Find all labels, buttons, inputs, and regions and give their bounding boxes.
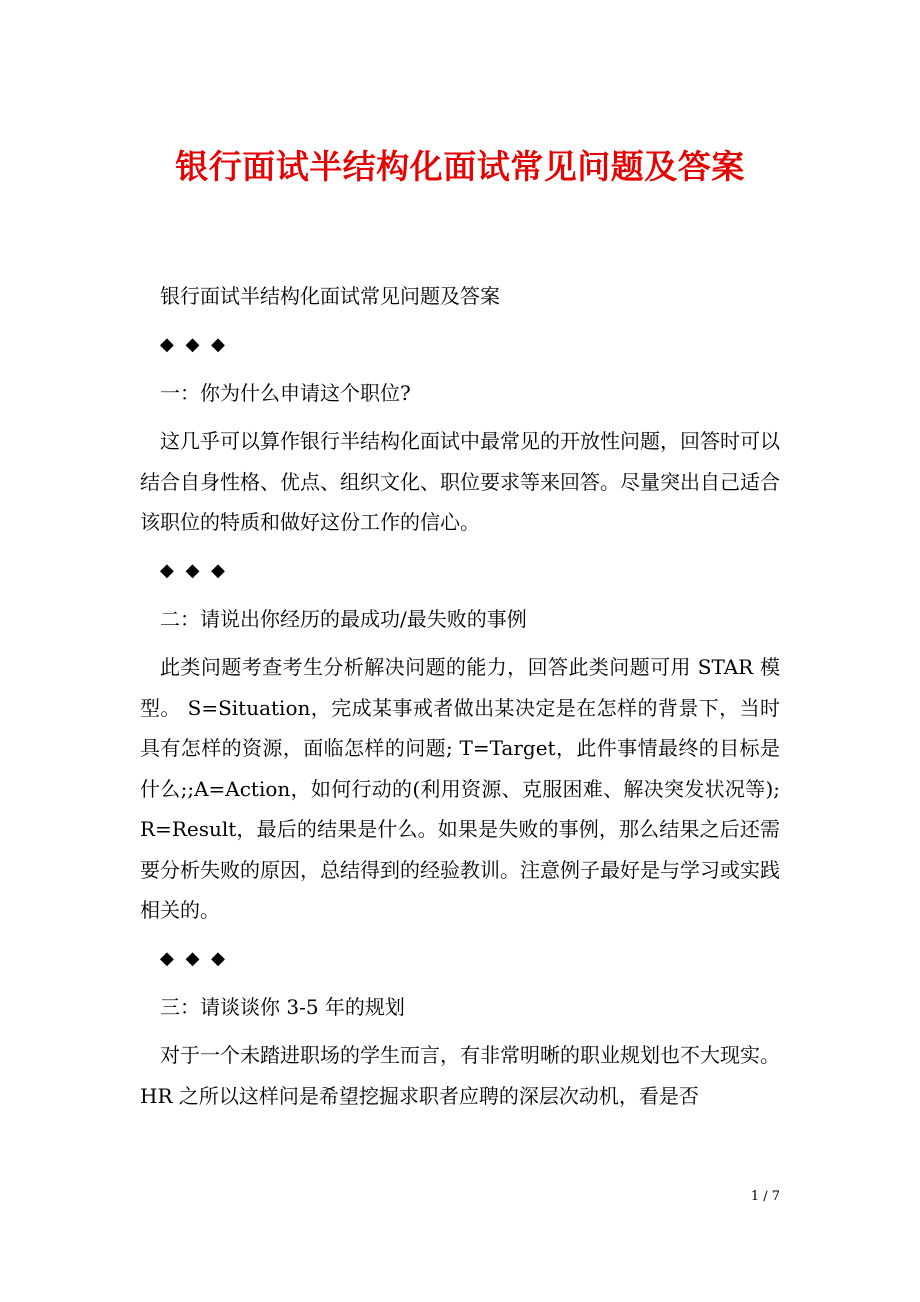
section-paragraph-3: 对于一个未踏进职场的学生而言，有非常明晰的职业规划也不大现实。HR 之所以这样问是希望挖掘求职者应聘的深层次动机，看是否 xyxy=(140,1043,780,1108)
section-heading-3: 三：请谈谈你 3-5 年的规划 xyxy=(160,994,405,1019)
section-paragraph-1: 这几乎可以算作银行半结构化面试中最常见的开放性问题，回答时可以结合自身性格、优点、组织文化、职位要求等来回答。尽量突出自己适合该职位的特质和做好这份工作的信心。 xyxy=(140,429,780,534)
section-heading-1: 一：你为什么申请这个职位? xyxy=(160,380,411,405)
separator-diamonds: ◆ ◆ ◆ xyxy=(160,559,228,581)
document-body xyxy=(140,276,780,1124)
separator-diamonds: ◆ ◆ ◆ xyxy=(160,333,228,355)
section-paragraph-2: 此类问题考查考生分析解决问题的能力，回答此类问题可用 STAR 模型。 S=Situation，完成某事戒者做出某决定是在怎样的背景下，当时具有怎样的资源，面临怎样的问题; T=Target，此件事情最终的目标是什么;;A=Action，如何行动的(利用资源、克服困难、解决突发状况等); R=Result，最后的结果是什么。如果是失败的事例，那么结果之后还需要分析失败的原因，总结得到的经验教训。注意例子最好是与学习或实践相关的。 xyxy=(140,655,780,922)
intro-paragraph: 银行面试半结构化面试常见问题及答案 xyxy=(160,284,500,308)
separator-diamonds: ◆ ◆ ◆ xyxy=(160,947,228,969)
section-heading-2: 二：请说出你经历的最成功/最失败的事例 xyxy=(160,606,527,631)
document-title: 银行面试半结构化面试常见问题及答案 xyxy=(175,147,745,186)
page-number: 1 / 7 xyxy=(750,1189,780,1204)
